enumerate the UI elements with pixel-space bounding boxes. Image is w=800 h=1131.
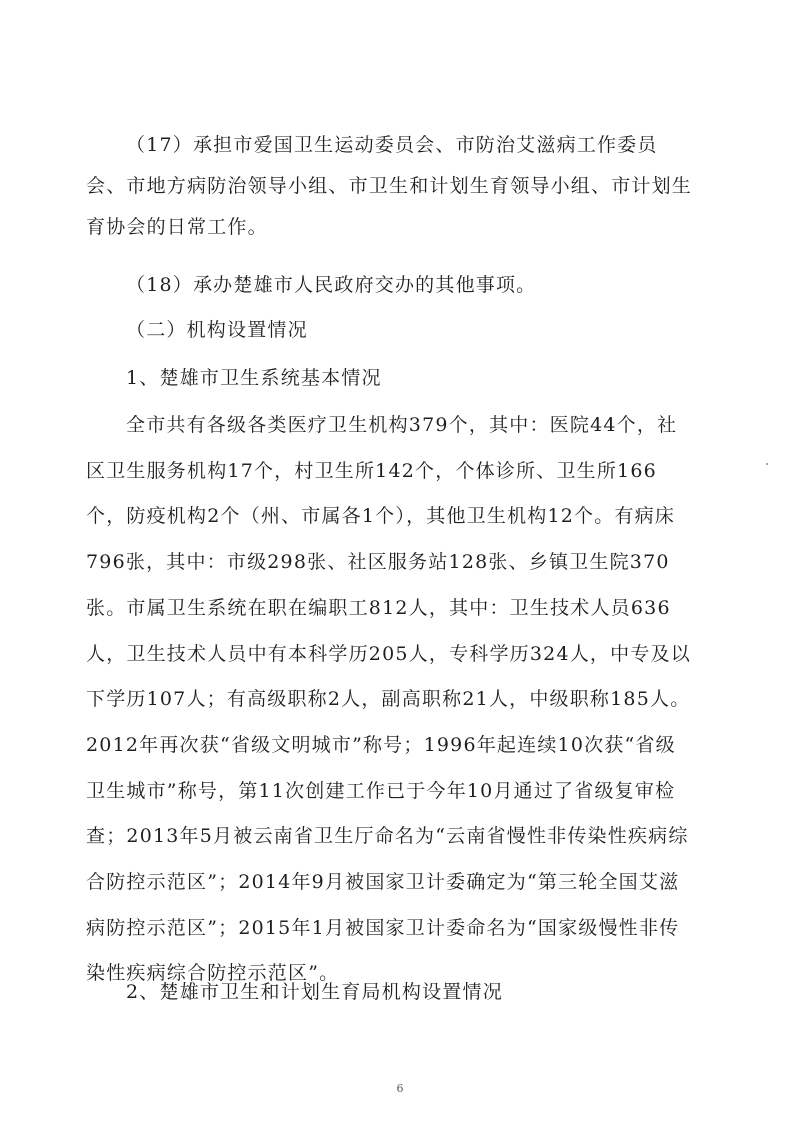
section-heading-institution-setup: （二）机构设置情况 <box>126 319 308 341</box>
scan-speck <box>766 463 768 465</box>
paragraph-health-system-body: 全市共有各级各类医疗卫生机构379个，其中：医院44个，社区卫生服务机构17个，村卫生所142个，个体诊所、卫生所166个，防疫机构2个（州、市属各1个），其他卫生机构12个。有病床796张，其中：市级298张、社区服务站128张、乡镇卫生院370张。市属卫生系统在职在编职工812人，其中：卫生技术人员636人，卫生技术人员中有本科学历205人，专科学历324人，中专及以下学历107人；有高级职称2人，副高职称21人，中级职称185人。2012年再次获“省级文明城市”称号；1996年起连续10次获“省级卫生城市”称号，第11次创建工作已于今年10月通过了省级复审检查；2013年5月被云南省卫生厅命名为“云南省慢性非传染性疾病综合防控示范区”；2014年9月被国家卫计委确定为“第三轮全国艾滋病防控示范区”；2015年1月被国家卫计委命名为“国家级慢性非传染性疾病综合防控示范区”。 <box>86 414 691 985</box>
subheading-bureau-setup: 2、楚雄市卫生和计划生育局机构设置情况 <box>126 981 503 1003</box>
subheading-health-system-overview: 1、楚雄市卫生系统基本情况 <box>126 367 382 389</box>
paragraph-item-17: （17）承担市爱国卫生运动委员会、市防治艾滋病工作委员会、市地方病防治领导小组、市卫生和计划生育领导小组、市计划生育协会的日常工作。 <box>86 134 693 238</box>
page-number: 6 <box>396 1082 404 1095</box>
paragraph-item-18: （18）承办楚雄市人民政府交办的其他事项。 <box>126 274 537 296</box>
